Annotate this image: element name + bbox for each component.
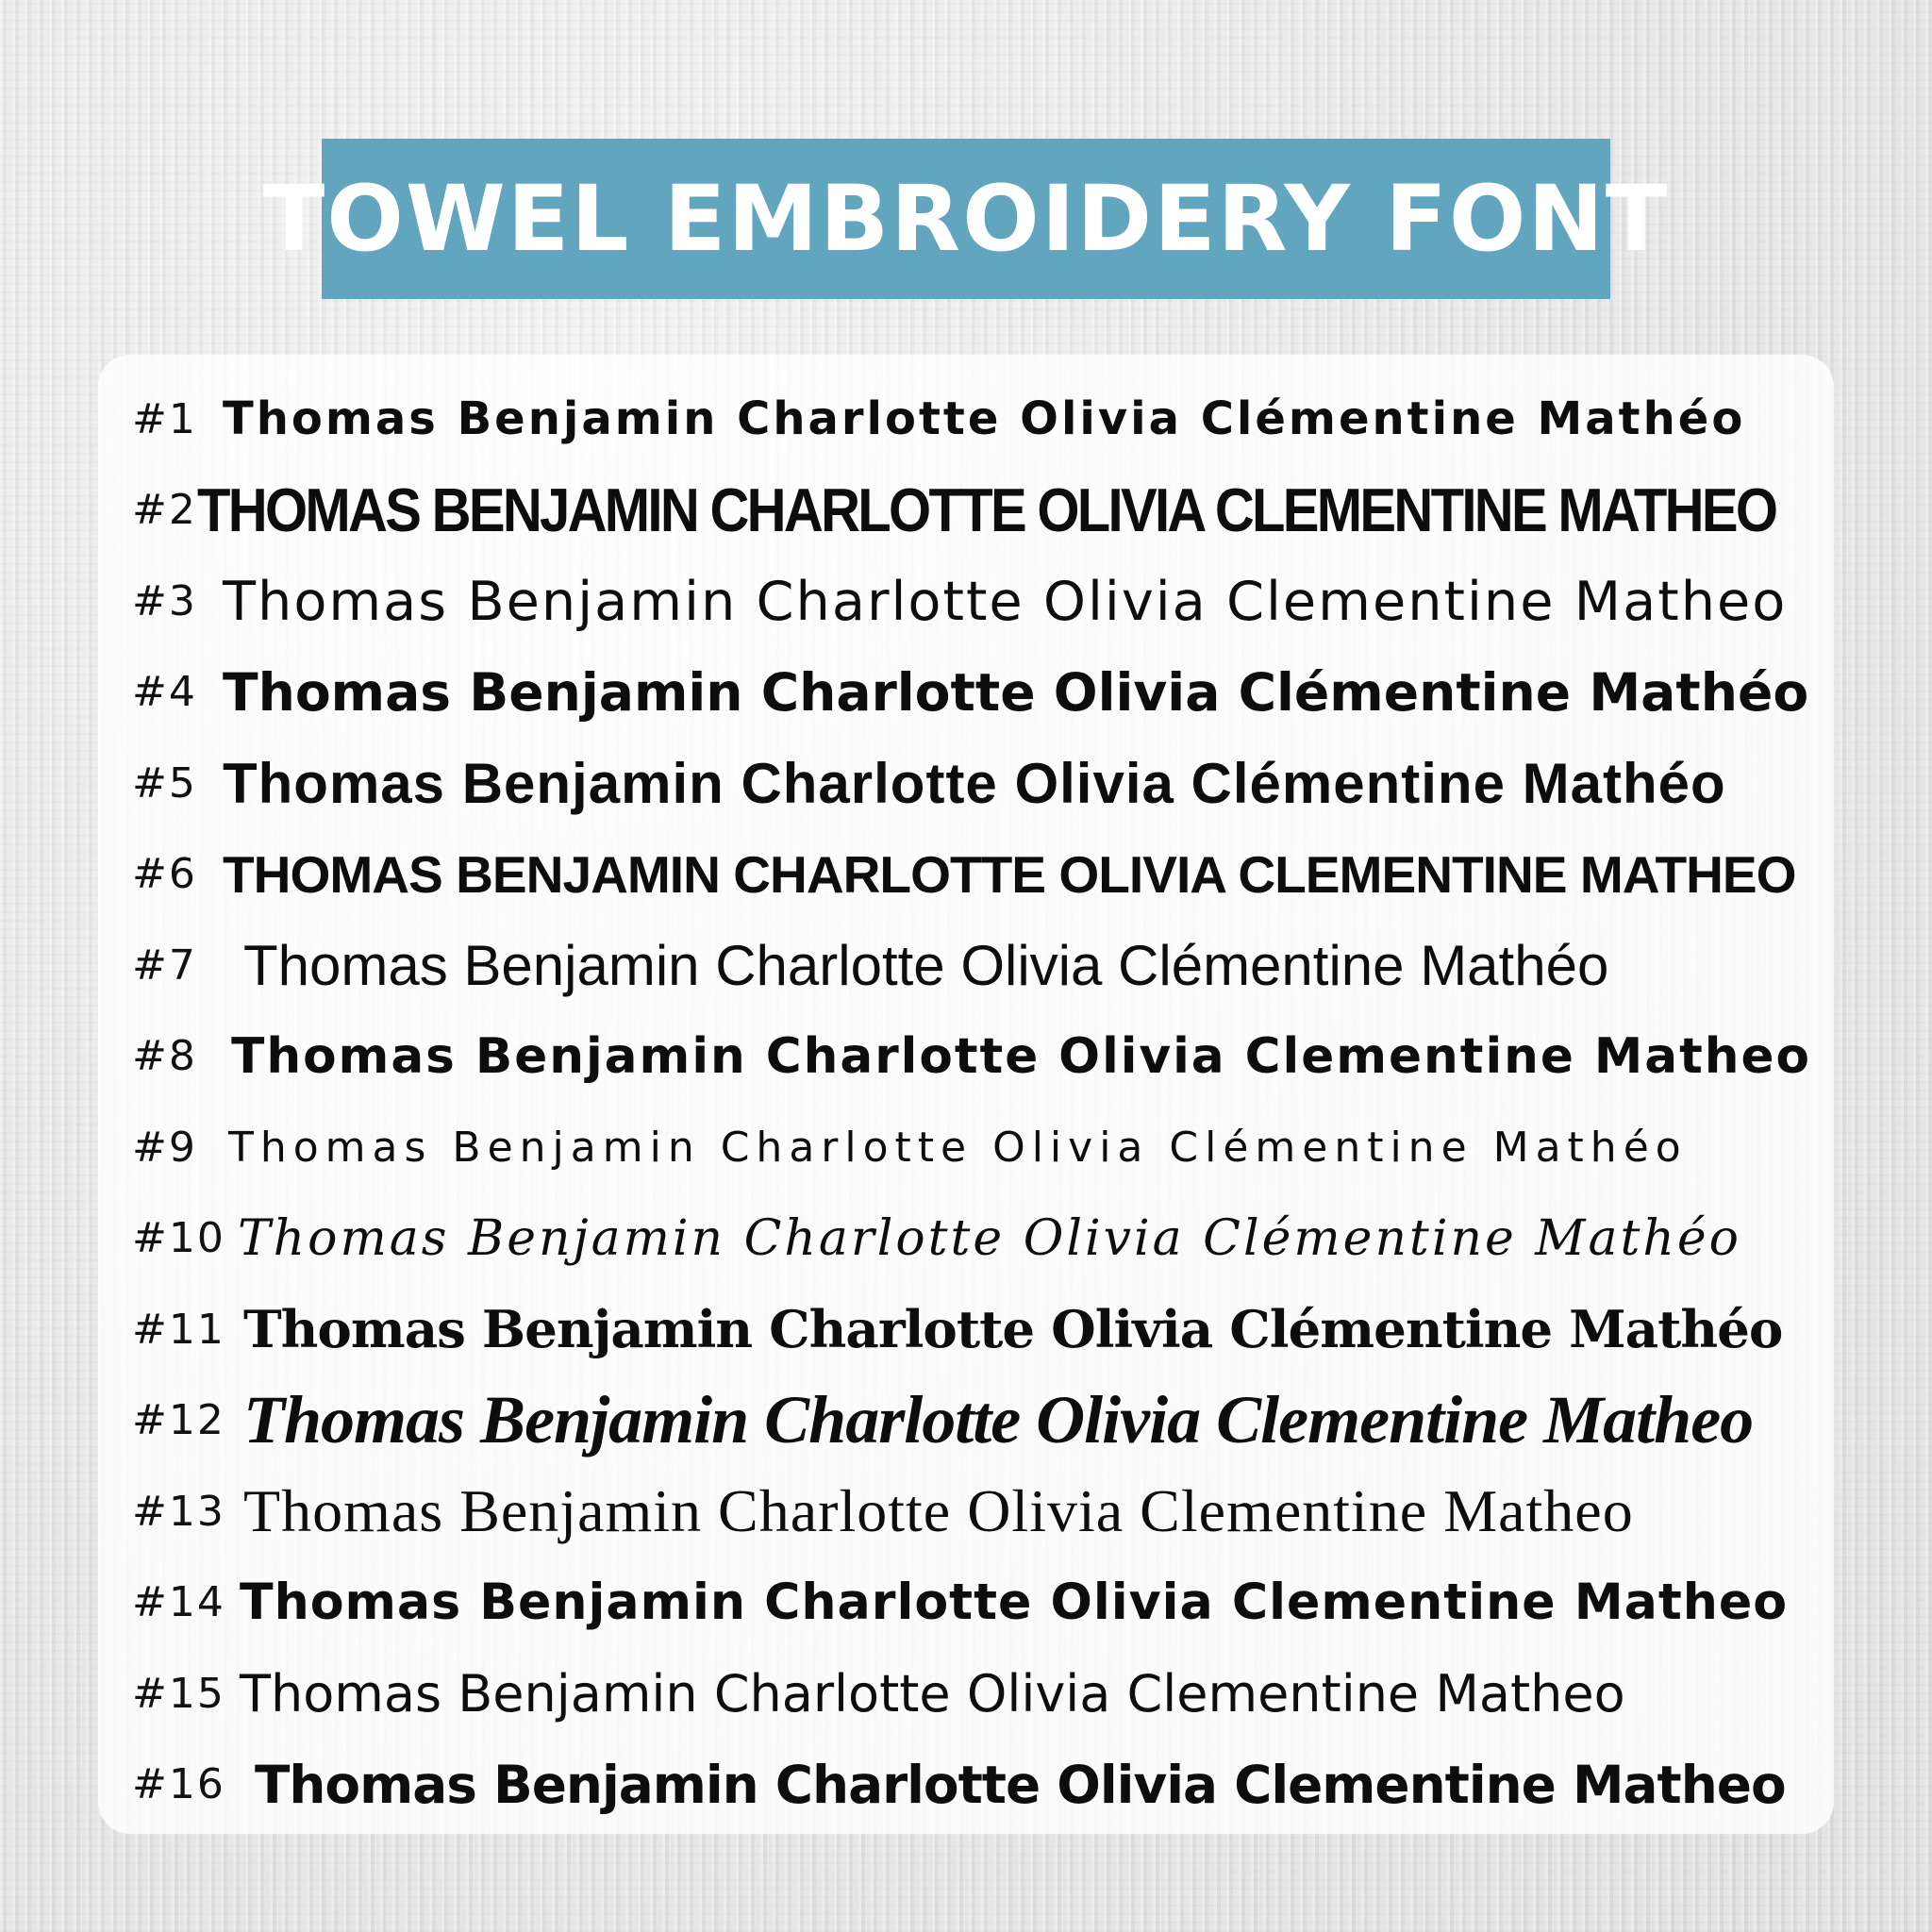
font-sample: Thomas Benjamin Charlotte Olivia Clémentine Mathéo bbox=[228, 1123, 1688, 1172]
font-number: #15 bbox=[132, 1669, 225, 1718]
font-sample: Thomas Benjamin Charlotte Olivia Clémentine Mathéo bbox=[243, 1299, 1783, 1360]
font-row-11 bbox=[132, 1284, 1811, 1375]
font-number: #6 bbox=[132, 850, 197, 899]
font-number: #2 bbox=[132, 486, 197, 535]
font-sample: Thomas Benjamin Charlotte Olivia Clementine Matheo bbox=[240, 1663, 1625, 1724]
font-sample: THOMAS BENJAMIN CHARLOTTE OLIVIA CLEMENTINE MATHEO bbox=[196, 475, 1776, 544]
font-sample: Thomas Benjamin Charlotte Olivia Clémentine Mathéo bbox=[223, 392, 1746, 446]
font-row-10 bbox=[132, 1193, 1811, 1285]
font-number: #10 bbox=[132, 1214, 225, 1263]
font-number: #8 bbox=[132, 1032, 197, 1081]
font-row-6 bbox=[132, 829, 1811, 921]
font-row-5 bbox=[132, 738, 1811, 829]
font-row-4 bbox=[132, 647, 1811, 739]
font-number: #13 bbox=[132, 1487, 225, 1536]
font-sample: THOMAS BENJAMIN CHARLOTTE OLIVIA CLEMENTINE MATHEO bbox=[223, 844, 1796, 904]
font-sample: Thomas Benjamin Charlotte Olivia Clementine Matheo bbox=[243, 1382, 1754, 1458]
font-sample: Thomas Benjamin Charlotte Olivia Clémentine Mathéo bbox=[238, 1209, 1741, 1267]
font-row-12 bbox=[132, 1375, 1811, 1467]
font-number: #12 bbox=[132, 1396, 225, 1445]
font-row-7 bbox=[132, 920, 1811, 1011]
font-sample: Thomas Benjamin Charlotte Olivia Clementine Matheo bbox=[231, 1027, 1811, 1085]
font-sample: Thomas Benjamin Charlotte Olivia Clementine Matheo bbox=[240, 1574, 1789, 1631]
font-sample: Thomas Benjamin Charlotte Olivia Clémentine Mathéo bbox=[243, 933, 1609, 997]
font-number: #4 bbox=[132, 668, 197, 717]
font-sample: Thomas Benjamin Charlotte Olivia Clémentine Mathéo bbox=[223, 751, 1726, 815]
font-row-8 bbox=[132, 1011, 1811, 1103]
font-row-9 bbox=[132, 1102, 1811, 1193]
font-row-2 bbox=[132, 465, 1811, 557]
font-sample: Thomas Benjamin Charlotte Olivia Clementine Matheo bbox=[223, 569, 1788, 633]
font-number: #1 bbox=[132, 394, 197, 443]
font-sample: Thomas Benjamin Charlotte Olivia Clementine Matheo bbox=[243, 1477, 1634, 1545]
font-number: #16 bbox=[132, 1760, 225, 1809]
font-number: #3 bbox=[132, 576, 197, 625]
font-list bbox=[132, 374, 1811, 1830]
font-number: #5 bbox=[132, 758, 197, 808]
font-sample: Thomas Benjamin Charlotte Olivia Clementine Matheo bbox=[255, 1754, 1786, 1815]
font-number: #11 bbox=[132, 1305, 225, 1354]
font-sample: Thomas Benjamin Charlotte Olivia Clémentine Mathéo bbox=[223, 661, 1809, 723]
font-row-15 bbox=[132, 1648, 1811, 1740]
font-row-1 bbox=[132, 374, 1811, 465]
font-row-14 bbox=[132, 1557, 1811, 1649]
font-number: #14 bbox=[132, 1578, 225, 1627]
title-banner bbox=[262, 139, 1670, 299]
font-row-3 bbox=[132, 556, 1811, 647]
font-number: #7 bbox=[132, 941, 197, 990]
font-row-13 bbox=[132, 1466, 1811, 1557]
page-title: TOWEL EMBROIDERY FONT bbox=[262, 166, 1670, 272]
font-number: #9 bbox=[132, 1123, 197, 1172]
font-row-16 bbox=[132, 1740, 1811, 1831]
